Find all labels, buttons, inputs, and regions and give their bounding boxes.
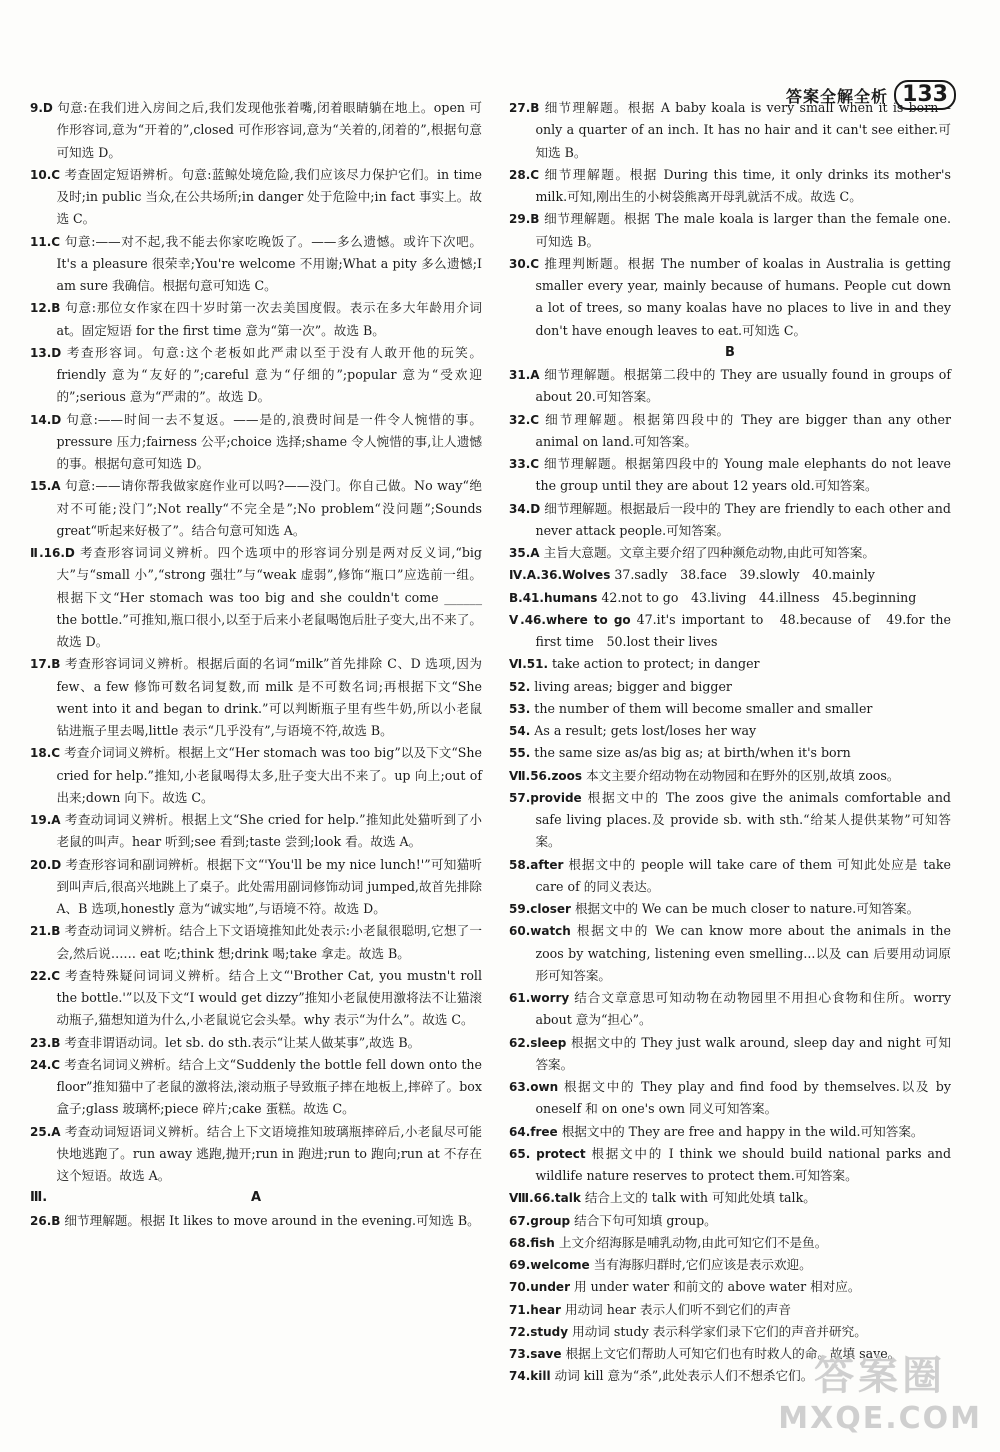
answer-item [509, 720, 951, 742]
answer-explanation: 考查动词短语词义辨析。结合上下文语境推知玻璃瓶摔碎后,小老鼠尽可能快地逃跑了。run away 逃跑,抛开;run in 跑进;run to 跑向;run at 不存在这个短语。故选 A。 [56, 1123, 482, 1183]
answer-number: 55. [509, 746, 531, 761]
answer-number: 63.own [509, 1080, 559, 1094]
answer-explanation: 结合文章意思可知动物在动物园里不用担心食物和住所。worry about 意为“担心”。 [535, 990, 951, 1028]
answer-item [509, 97, 951, 164]
answer-explanation: 句意:——对不起,我不能去你家吃晚饭了。——多么遗憾。或许下次吧。It's a pleasure 很荣幸;You're welcome 不用谢;What a pity 多么遗憾;I am sure 我确信。根据句意可知选 C。 [56, 233, 482, 293]
header-title: 答案全解全析 [786, 86, 889, 106]
answer-item [509, 1032, 951, 1077]
answer-item [509, 1121, 951, 1143]
answer-number: 27.B [509, 101, 540, 115]
answer-item [30, 965, 482, 1032]
answer-number: 32.C [509, 412, 540, 427]
answer-item [30, 164, 482, 231]
answer-explanation: 本文主要介绍动物在动物园和在野外的区别,故填 zoos。 [586, 767, 900, 783]
answer-number: 58.after [509, 857, 564, 872]
answer-number: 61.worry [509, 991, 570, 1005]
answer-number: 24.C [30, 1057, 61, 1072]
watermark-line2: MXQE.COM [778, 1401, 982, 1436]
answer-number: B.41.humans [509, 590, 598, 605]
answer-explanation: 结合上文的 talk with 可知此处填 talk。 [584, 1190, 816, 1206]
answer-number: 30.C [509, 256, 540, 271]
answer-number: 70.under [509, 1280, 570, 1295]
answer-item [30, 475, 482, 542]
answer-explanation: the same size as/as big as; at birth/when it's born [534, 745, 851, 761]
answer-number: 20.D [30, 857, 62, 872]
answer-item [509, 587, 951, 609]
answer-explanation: take action to protect; in danger [552, 656, 760, 672]
answer-explanation: 考查形容词和副词辨析。根据下文“'You'll be my nice lunch!'”可知猫听到叫声后,很高兴地跳上了桌子。此处需用副词修饰动词 jumped,故首先排除 A、B 选项,honestly 意为“诚实地”,与语境不符。故选 D。 [56, 856, 482, 916]
answer-item [509, 1321, 951, 1343]
answer-number: 25.A [30, 1124, 61, 1139]
answer-explanation: 47.it's important to 48.because of 49.for the first time 50.lost their lives [535, 611, 951, 649]
answer-number: 35.A [509, 546, 540, 560]
answer-number: 10.C [30, 167, 61, 182]
answer-item [30, 342, 482, 409]
answer-explanation: 根据文中的 They are free and happy in the wild.可知答案。 [561, 1123, 924, 1139]
answer-explanation: 用动词 hear 表示人们听不到它们的声音 [564, 1301, 791, 1317]
answer-item [509, 765, 951, 787]
answer-number: 17.B [30, 657, 61, 672]
answer-item [30, 231, 482, 298]
answer-item [509, 453, 951, 498]
answer-number: 29.B [509, 212, 540, 227]
answer-item [509, 1299, 951, 1321]
answer-number: 72.study [509, 1324, 569, 1339]
answer-explanation: 细节理解题。根据 During this time, it only drinks its mother's milk.可知,刚出生的小树袋熊离开母乳就活不成。故选 C。 [535, 166, 951, 204]
answer-item [30, 409, 482, 476]
section-letter: A [250, 1190, 262, 1206]
page-number: 133 [894, 80, 956, 110]
answer-explanation: 考查形容词词义辨析。四个选项中的形容词分别是两对反义词,“big 大”与“small 小”,“strong 强壮”与“weak 虚弱”,修饰“瓶口”应选前一组。根据下文“Her stomach was too big and she couldn't come ______ the bottle.”可推知,瓶口很小,以至于后来小老鼠喝饱后肚子变大,出不来了。故选 D。 [56, 545, 482, 649]
answer-number: Ⅶ.56.zoos [509, 768, 583, 783]
answer-explanation: 句意:——请你帮我做家庭作业可以吗?——没门。你自己做。No way“绝对不可能;没门”;Not really“不完全是”;No problem“没问题”;Sounds great“听起来好极了”。结合句意可知选 A。 [56, 478, 482, 538]
answer-item [30, 1210, 482, 1232]
answer-number: 23.B [30, 1035, 61, 1050]
answer-number: 26.B [30, 1213, 61, 1228]
answer-explanation: 动词 kill 意为“杀”,此处表示人们不想杀它们。 [554, 1368, 814, 1384]
section-heading [509, 342, 951, 364]
answer-explanation: 当有海豚归群时,它们应该是表示欢迎。 [593, 1257, 812, 1272]
section-roman-numeral: Ⅲ. [30, 1190, 48, 1206]
answer-number: 59.closer [509, 902, 571, 916]
answer-explanation: 考查固定短语辨析。句意:蓝鲸处境危险,我们应该尽力保护它们。in time 及时;in public 当众,在公共场所;in danger 处于危险中;in fact 事实上。故选 C。 [56, 166, 482, 227]
answer-number: Ⅱ.16.D [30, 546, 75, 560]
answer-item [30, 653, 482, 742]
answer-number: 13.D [30, 345, 62, 360]
answer-number: 67.group [509, 1213, 571, 1228]
answer-item [509, 1187, 951, 1209]
answer-item [30, 854, 482, 921]
answer-item [509, 1210, 951, 1232]
answer-explanation: 37.sadly 38.face 39.slowly 40.mainly [614, 567, 875, 583]
answer-number: 18.C [30, 746, 61, 761]
answer-explanation: 上文介绍海豚是哺乳动物,由此可知它们不是鱼。 [558, 1234, 828, 1250]
answer-item [30, 742, 482, 809]
left-column [30, 97, 482, 1232]
answer-number: Ⅴ.46.where to go [509, 612, 631, 627]
answer-explanation: 考查形容词词义辨析。根据后面的名词“milk”首先排除 C、D 选项,因为 few、a few 修饰可数名词复数,而 milk 是不可数名词;再根据下文“She went into it and began to drink.”可以判断瓶子里有些牛奶,所以小老鼠钻进瓶子里去喝,little 表示“几乎没有”,与语境不符,故选 B。 [56, 656, 482, 738]
watermark-logo [778, 1344, 982, 1436]
answer-explanation: 细节理解题。根据第二段中的 They are usually found in groups of about 20.可知答案。 [535, 367, 952, 405]
section-letter: B [725, 344, 735, 360]
answer-item [509, 1232, 951, 1254]
answer-explanation: 考查形容词。句意:这个老板如此严肃以至于没有人敢开他的玩笑。friendly 意为“友好的”;careful 意为“仔细的”;popular 意为“受欢迎的”;serious 意为“严肃的”。故选 D。 [56, 344, 482, 405]
answer-explanation: 根据文中的 We can know more about the animals in the zoos by watching, listening even smelling...以及 can 后要用动词原形可知答案。 [535, 923, 951, 983]
answer-explanation: 考查名词词义辨析。结合上文“Suddenly the bottle fell down onto the floor”推知猫中了老鼠的激将法,滚动瓶子导致瓶子摔在地板上,摔碎了。box 盒子;glass 玻璃杯;piece 碎片;cake 蛋糕。故选 C。 [56, 1056, 482, 1117]
answer-explanation: 细节理解题。根据最后一段中的 They are friendly to each other and never attack people.可知答案。 [535, 500, 951, 538]
answer-item [509, 364, 951, 409]
answer-explanation: 用 under water 和前文的 above water 相对应。 [574, 1279, 861, 1295]
answer-explanation: 根据上文它们帮助人可知它们也有时救人的命。故填 save。 [565, 1346, 901, 1361]
answer-number: 62.sleep [509, 1035, 567, 1050]
answer-number: 34.D [509, 501, 541, 516]
answer-number: Ⅳ.A.36.Wolves [509, 568, 611, 583]
answer-item [509, 787, 951, 854]
answer-explanation: 用动词 study 表示科学家们录下它们的声音并研究。 [572, 1323, 867, 1339]
answer-explanation: 细节理解题。根据 The male koala is larger than the female one.可知选 B。 [535, 211, 951, 249]
answer-number: 21.B [30, 924, 61, 939]
answer-item [30, 1032, 482, 1054]
answer-number: 19.A [30, 813, 61, 827]
answer-number: 73.save [509, 1347, 562, 1361]
answer-explanation: 考查介词词义辨析。根据上文“Her stomach was too big”以及下文“She cried for help.”推知,小老鼠喝得太多,肚子变大出不来了。up 向上;out of 出来;down 向下。故选 C。 [56, 745, 482, 805]
answer-explanation: 根据文中的 I think we should build national parks and wildlife nature reserves to protect them.可知答案。 [535, 1145, 952, 1183]
answer-number: 12.B [30, 301, 61, 316]
answer-number: 33.C [509, 457, 540, 471]
answer-item [509, 253, 951, 342]
answer-explanation: 42.not to go 43.living 44.illness 45.beginning [601, 589, 917, 605]
answer-number: 60.watch [509, 924, 571, 939]
answer-item [509, 987, 951, 1032]
answer-item [509, 498, 951, 543]
answer-item [509, 898, 951, 920]
answer-item [509, 164, 951, 209]
answer-item [509, 1143, 951, 1188]
answer-number: Ⅵ.51. [509, 657, 549, 672]
answer-item [30, 1054, 482, 1121]
answer-item [509, 676, 951, 698]
answer-item [30, 1121, 482, 1188]
answer-number: 53. [509, 701, 531, 716]
answer-explanation: 根据文中的 They play and find food by themselves.以及 by oneself 和 on one's own 同义可知答案。 [535, 1079, 951, 1117]
answer-item [509, 698, 951, 720]
answer-explanation: 考查动词词义辨析。根据上文“She cried for help.”推知此处猫听到了小老鼠的叫声。hear 听到;see 看到;taste 尝到;look 看。故选 A。 [56, 812, 482, 850]
answer-item [30, 297, 482, 342]
answer-item [509, 742, 951, 764]
answer-explanation: the number of them will become smaller and smaller [534, 700, 873, 716]
answer-number: 15.A [30, 479, 61, 494]
answer-explanation: 推理判断题。根据 The number of koalas in Australia is getting smaller every year, mainly because of humans. People cut down a lot of trees, so many koalas have no places to live in and they don't have enough leaves to eat.可知选 C。 [535, 255, 951, 338]
answer-explanation: 细节理解题。根据第四段中的 Young male elephants do not leave the group until they are about 12 years old.可知答案。 [535, 456, 951, 494]
answer-explanation: living areas; bigger and bigger [534, 678, 732, 694]
answer-explanation: 句意:那位女作家在四十岁时第一次去美国度假。表示在多大年龄用介词 at。固定短语 for the first time 意为“第一次”。故选 B。 [56, 300, 482, 338]
answer-item [509, 542, 951, 564]
answer-explanation: 根据文中的 The zoos give the animals comfortable and safe living places.及 provide sb. with sth.“给某人提供某物”可知答案。 [535, 789, 951, 850]
answer-explanation: 根据文中的 people will take care of them 可知此处应是 take care of 的同义表达。 [535, 856, 951, 894]
answer-explanation: As a result; gets lost/loses her way [534, 723, 757, 738]
answer-number: 14.D [30, 412, 62, 427]
answer-number: 9.D [30, 101, 53, 115]
answer-explanation: 细节理解题。根据 It likes to move around in the evening.可知选 B。 [64, 1212, 480, 1228]
answer-explanation: 考查动词词义辨析。结合上下文语境推知此处表示:小老鼠很聪明,它想了一会,然后说…… eat 吃;think 想;drink 喝;take 拿走。故选 B。 [56, 923, 482, 961]
answer-number: 52. [509, 679, 531, 694]
watermark-line1: 答案圈 [814, 1353, 947, 1399]
answer-number: 22.C [30, 968, 61, 983]
answer-item [509, 653, 951, 675]
answer-number: 28.C [509, 167, 540, 182]
answer-item [30, 542, 482, 653]
answer-item [509, 1276, 951, 1298]
answer-item [509, 854, 951, 899]
answer-number: 54. [509, 724, 531, 738]
answer-number: 31.A [509, 368, 540, 382]
answer-explanation: 根据文中的 They just walk around, sleep day and night 可知答案。 [535, 1034, 951, 1072]
answer-item [509, 208, 951, 253]
answer-item [30, 809, 482, 854]
answer-explanation: 考查非谓语动词。let sb. do sth.表示“让某人做某事”,故选 B。 [64, 1034, 421, 1050]
answer-explanation: 句意:——时间一去不复返。——是的,浪费时间是一件令人惋惜的事。pressure 压力;fairness 公平;choice 选择;shame 令人惋惜的事,让人遗憾的事。根据句意可知选 D。 [56, 411, 482, 471]
answer-number: 69.welcome [509, 1258, 590, 1272]
section-heading [30, 1187, 482, 1209]
answer-explanation: 句意:在我们进入房间之后,我们发现他张着嘴,闭着眼睛躺在地上。open 可作形容词,意为“开着的”,closed 可作形容词,意为“关着的,闭着的”,根据句意可知选 D。 [56, 100, 482, 160]
answer-explanation: 考查特殊疑问词词义辨析。结合上文“'Brother Cat, you mustn't roll the bottle.'”以及下文“I would get dizzy”推知小老鼠使用激将法不让猫滚动瓶子,猫想知道为什么,小老鼠说它会头晕。why 表示“为什么”。故选 C。 [56, 967, 482, 1028]
answer-explanation: 结合下句可知填 group。 [574, 1212, 717, 1228]
answer-number: 64.free [509, 1124, 558, 1139]
answer-number: Ⅷ.66.talk [509, 1191, 581, 1206]
answer-explanation: 根据文中的 We can be much closer to nature.可知答案。 [574, 901, 920, 916]
answer-number: 65. protect [509, 1146, 586, 1161]
answer-item [30, 97, 482, 164]
answer-number: 57.provide [509, 790, 582, 805]
answer-number: 68.fish [509, 1235, 555, 1250]
answer-explanation: 细节理解题。根据 A baby koala is very small when it is born—only a quarter of an inch. It has no hair and it can't see either.可知选 B。 [535, 100, 951, 160]
answer-explanation: 细节理解题。根据第四段中的 They are bigger than any other animal on land.可知答案。 [535, 411, 951, 449]
answer-item [509, 609, 951, 654]
answer-number: 74.kill [509, 1369, 551, 1384]
right-column [509, 97, 951, 1388]
answer-number: 11.C [30, 234, 61, 249]
answer-item [509, 920, 951, 987]
answer-item [509, 409, 951, 454]
answer-explanation: 主旨大意题。文章主要介绍了四种濒危动物,由此可知答案。 [543, 545, 876, 560]
answer-item [509, 1254, 951, 1276]
answer-number: 71.hear [509, 1302, 561, 1317]
answer-item [30, 920, 482, 965]
answer-item [509, 564, 951, 586]
answer-item [509, 1076, 951, 1121]
